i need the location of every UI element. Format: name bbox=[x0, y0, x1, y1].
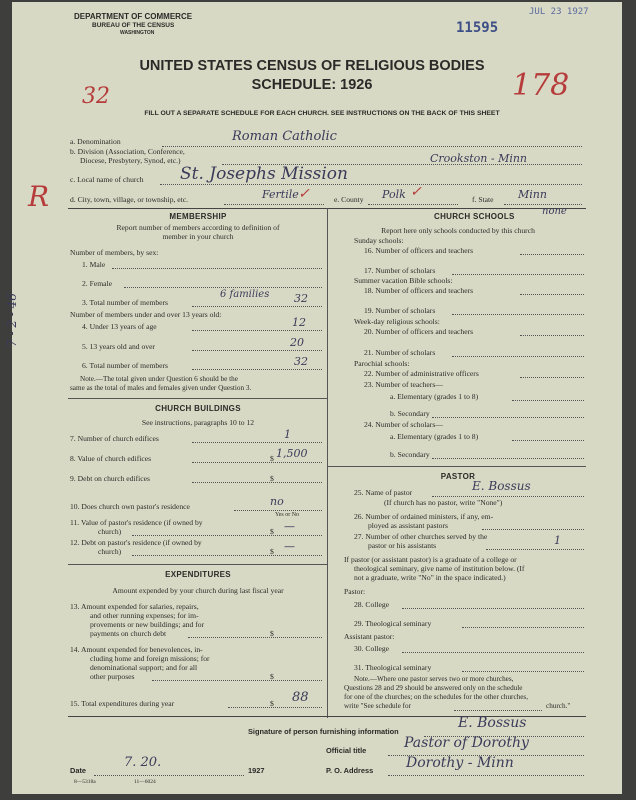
membership-note-line1: Note.—The total given under Question 6 should be the bbox=[80, 375, 238, 383]
q7-edifices-value: 1 bbox=[284, 428, 291, 441]
q24-label: 24. Number of scholars— bbox=[364, 420, 443, 429]
form-instruction: FILL OUT A SEPARATE SCHEDULE FOR EACH CHURCH. SEE INSTRUCTIONS ON THE BACK OF THIS SHEET bbox=[144, 110, 500, 117]
official-title-value: Pastor of Dorothy bbox=[404, 735, 529, 751]
age-label: Number of members under and over 13 years old: bbox=[70, 310, 222, 319]
form-subtitle: SCHEDULE: 1926 bbox=[251, 77, 373, 93]
q11-value: — bbox=[284, 520, 295, 533]
q12-label-line2: church) bbox=[98, 547, 122, 556]
q13-line3: provements or new buildings; and for bbox=[90, 620, 205, 629]
graduate-note-line1: If pastor (or assistant pastor) is a graduate of a college or bbox=[344, 555, 517, 564]
q3-total-label: 3. Total number of members bbox=[82, 298, 169, 307]
denomination-value: Roman Catholic bbox=[232, 129, 337, 144]
q16-label: 16. Number of officers and teachers bbox=[364, 246, 474, 255]
signature-value: E. Bossus bbox=[458, 715, 527, 731]
pastor-title: PASTOR bbox=[440, 472, 476, 481]
q28-label: 28. College bbox=[354, 600, 390, 609]
date-label: Date bbox=[70, 766, 87, 775]
state-value: Minn bbox=[518, 188, 547, 201]
city-label: d. City, town, village, or township, etc. bbox=[70, 195, 189, 204]
q5-over13-value: 20 bbox=[290, 336, 304, 349]
q8-value-label: 8. Value of church edifices bbox=[70, 454, 152, 463]
q26-line2: ployed as assistant pastors bbox=[368, 521, 448, 530]
print-number: 11—6024 bbox=[134, 779, 156, 785]
q6-total-value: 32 bbox=[294, 355, 308, 368]
red-annotation-left: 32 bbox=[82, 84, 110, 109]
q24b-label: b. Secondary bbox=[390, 450, 430, 459]
red-annotation-r: R bbox=[28, 180, 50, 213]
q23a-label: a. Elementary (grades 1 to 8) bbox=[390, 392, 479, 401]
q15-total-value: 88 bbox=[292, 690, 309, 705]
q4-under13-value: 12 bbox=[292, 316, 306, 329]
q31-label: 31. Theological seminary bbox=[354, 663, 432, 672]
q7-edifices-label: 7. Number of church edifices bbox=[70, 434, 159, 443]
q8-dollar: $ bbox=[270, 454, 274, 463]
received-date-stamp: JUL 23 1927 bbox=[529, 7, 589, 17]
q11-label-line1: 11. Value of pastor's residence (if owned by bbox=[70, 518, 203, 527]
division-value: Crookston - Minn bbox=[430, 152, 528, 165]
q9-dollar: $ bbox=[270, 474, 274, 483]
q25-note: (If church has no pastor, write "None") bbox=[384, 498, 503, 507]
q9-debt-label: 9. Debt on church edifices bbox=[70, 474, 150, 483]
red-annotation-right: 178 bbox=[512, 68, 570, 103]
membership-intro-line1: Report number of members according to definition of bbox=[116, 223, 280, 232]
q12-label-line1: 12. Debt on pastor's residence (if owned by bbox=[70, 538, 202, 547]
expenditures-intro: Amount expended by your church during last fiscal year bbox=[112, 586, 284, 595]
pastor-note-line1: Note.—Where one pastor serves two or more churches, bbox=[354, 675, 514, 683]
q8-value-amount: 1,500 bbox=[276, 447, 308, 460]
county-value: Polk bbox=[382, 188, 406, 201]
county-label: e. County bbox=[334, 195, 364, 204]
q24a-label: a. Elementary (grades 1 to 8) bbox=[390, 432, 479, 441]
schools-title: CHURCH SCHOOLS bbox=[434, 212, 515, 221]
division-label-line2: Diocese, Presbytery, Synod, etc.) bbox=[80, 156, 181, 165]
q2-female-label: 2. Female bbox=[82, 279, 112, 288]
q17-label: 17. Number of scholars bbox=[364, 266, 436, 275]
q11-label-line2: church) bbox=[98, 527, 122, 536]
q20-label: 20. Number of officers and teachers bbox=[364, 327, 474, 336]
official-title-label: Official title bbox=[326, 746, 367, 755]
date-year: 1927 bbox=[248, 766, 265, 775]
sex-label: Number of members, by sex: bbox=[70, 248, 159, 257]
bureau-name: BUREAU OF THE CENSUS bbox=[92, 22, 175, 29]
q23-label: 23. Number of teachers— bbox=[364, 380, 443, 389]
schools-intro: Report here only schools conducted by this church bbox=[381, 226, 535, 235]
q3-total-note: 6 families bbox=[220, 289, 270, 300]
q26-line1: 26. Number of ordained ministers, if any, em- bbox=[354, 512, 494, 521]
q13-line2: and other running expenses; for im- bbox=[90, 611, 199, 620]
pastor-note-line4-end: church." bbox=[546, 702, 571, 710]
pastor-note-line3: for one of the churches; on the schedules for the other churches, bbox=[344, 693, 529, 701]
q14-dollar: $ bbox=[270, 672, 274, 681]
local-name-label: c. Local name of church bbox=[70, 175, 144, 184]
q29-label: 29. Theological seminary bbox=[354, 619, 432, 628]
schools-title-value: none bbox=[542, 206, 567, 217]
census-schedule-sheet bbox=[5, 2, 622, 794]
city-value: Fertile bbox=[262, 188, 299, 201]
pastor-label: Pastor: bbox=[344, 587, 366, 596]
q14-line2: cluding home and foreign missions; for bbox=[90, 654, 210, 663]
sunday-schools-label: Sunday schools: bbox=[354, 236, 404, 245]
denomination-label: a. Denomination bbox=[70, 137, 121, 146]
city-name: WASHINGTON bbox=[120, 30, 155, 36]
department-name: DEPARTMENT OF COMMERCE bbox=[74, 12, 193, 21]
margin-note: 7 - 2 - 46 bbox=[5, 293, 19, 347]
q25-label: 25. Name of pastor bbox=[354, 488, 413, 497]
q10-residence-label: 10. Does church own pastor's residence bbox=[70, 502, 190, 511]
serial-number: 11595 bbox=[456, 20, 499, 36]
local-name-value: St. Josephs Mission bbox=[180, 164, 348, 184]
expenditures-title: EXPENDITURES bbox=[165, 570, 231, 579]
q23b-label: b. Secondary bbox=[390, 409, 430, 418]
membership-title: MEMBERSHIP bbox=[169, 212, 227, 221]
q21-label: 21. Number of scholars bbox=[364, 348, 436, 357]
yes-no-hint: Yes or No bbox=[275, 512, 300, 518]
graduate-note-line2: theological seminary, give name of institution below. (If bbox=[354, 564, 525, 573]
q14-line3: denominational support; and for all bbox=[90, 663, 198, 672]
q25-pastor-name: E. Bossus bbox=[472, 479, 531, 493]
q27-value: 1 bbox=[554, 534, 561, 547]
membership-intro-line2: member in your church bbox=[162, 232, 234, 241]
q14-line1: 14. Amount expended for benevolences, in- bbox=[70, 645, 203, 654]
q5-over13-label: 5. 13 years old and over bbox=[82, 342, 155, 351]
q19-label: 19. Number of scholars bbox=[364, 306, 436, 315]
signature-label: Signature of person furnishing information bbox=[248, 727, 399, 736]
q4-under13-label: 4. Under 13 years of age bbox=[82, 322, 157, 331]
buildings-intro: See instructions, paragraphs 10 to 12 bbox=[141, 418, 255, 427]
buildings-title: CHURCH BUILDINGS bbox=[155, 404, 241, 413]
q6-total-label: 6. Total number of members bbox=[82, 361, 169, 370]
q30-label: 30. College bbox=[354, 644, 390, 653]
date-value: 7. 20. bbox=[124, 755, 162, 770]
q27-line1: 27. Number of other churches served by the bbox=[354, 532, 488, 541]
division-label-line1: b. Division (Association, Conference, bbox=[70, 147, 185, 156]
q14-line4: other purposes bbox=[90, 672, 135, 681]
pastor-note-line4: write "See schedule for bbox=[344, 702, 411, 710]
q13-line4: payments on church debt bbox=[90, 629, 167, 638]
q18-label: 18. Number of officers and teachers bbox=[364, 286, 474, 295]
po-address-label: P. O. Address bbox=[326, 766, 374, 775]
assistant-pastor-label: Assistant pastor: bbox=[344, 632, 395, 641]
q15-total-label: 15. Total expenditures during year bbox=[70, 699, 175, 708]
q13-dollar: $ bbox=[270, 629, 274, 638]
state-label: f. State bbox=[472, 195, 494, 204]
summer-schools-label: Summer vacation Bible schools: bbox=[354, 276, 453, 285]
q11-dollar: $ bbox=[270, 527, 274, 536]
q22-label: 22. Number of administrative officers bbox=[364, 369, 479, 378]
red-check-mark-county: ✓ bbox=[410, 184, 422, 200]
membership-note-line2: same as the total of males and females given under Question 3. bbox=[70, 384, 252, 392]
pastor-note-line2: Questions 28 and 29 should be answered only on the schedule bbox=[344, 684, 523, 692]
parochial-schools-label: Parochial schools: bbox=[354, 359, 410, 368]
q12-value: — bbox=[284, 540, 295, 553]
q13-line1: 13. Amount expended for salaries, repairs, bbox=[70, 602, 199, 611]
po-address-value: Dorothy - Minn bbox=[406, 755, 514, 771]
q3-total-value: 32 bbox=[294, 292, 308, 305]
form-number: 8—5318a bbox=[74, 779, 96, 785]
graduate-note-line3: not a graduate, write "No" in the space indicated.) bbox=[354, 573, 506, 582]
weekday-schools-label: Week-day religious schools: bbox=[354, 317, 440, 326]
q12-dollar: $ bbox=[270, 547, 274, 556]
q27-line2: pastor or his assistants bbox=[368, 541, 437, 550]
q15-dollar: $ bbox=[270, 699, 274, 708]
form-title: UNITED STATES CENSUS OF RELIGIOUS BODIES bbox=[139, 58, 485, 74]
q1-male-label: 1. Male bbox=[82, 260, 106, 269]
q10-residence-value: no bbox=[270, 495, 284, 508]
red-check-mark-city: ✓ bbox=[298, 186, 310, 202]
